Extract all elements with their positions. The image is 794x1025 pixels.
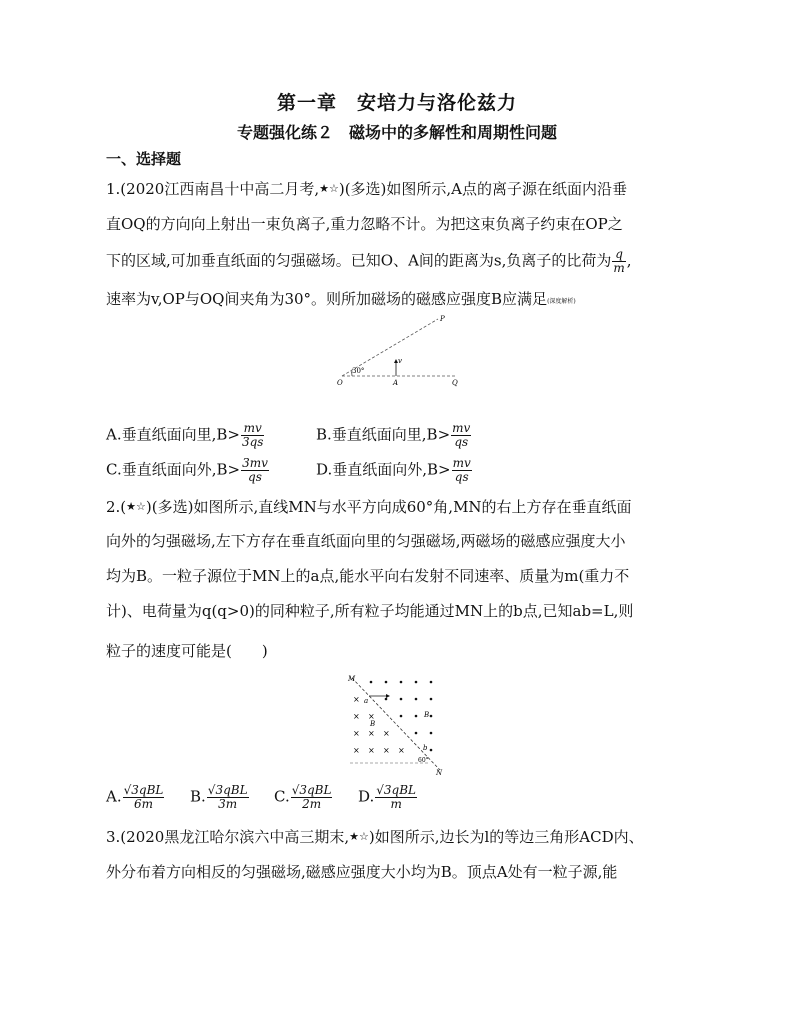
q2-line-3: 均为B。一粒子源位于MN上的a点,能水平向右发射不同速率、质量为m(重力不 — [106, 567, 630, 585]
field-out-dot — [385, 681, 388, 684]
label-q: Q — [452, 379, 458, 387]
field-in-cross: × — [368, 729, 375, 738]
field-out-dot — [400, 698, 403, 701]
field-out-dot — [415, 715, 418, 718]
label-o: O — [337, 379, 343, 387]
q2-line-1: 2.(★☆)(多选)如图所示,直线MN与水平方向成60°角,MN的右上方存在垂直纸面 — [106, 498, 632, 516]
q2-line-5: 粒子的速度可能是( ) — [106, 642, 268, 660]
difficulty-stars-icon: ★☆ — [319, 182, 339, 195]
q2-option-d[interactable]: D. $\frac{\text{√3qBL}}{m}$ — [358, 783, 417, 811]
label-v: v — [398, 357, 402, 365]
field-in-cross: × — [383, 746, 390, 755]
launch-arrow-head — [386, 694, 390, 698]
q1-line-2: 直OQ的方向向上射出一束负离子,重力忽略不计。为把这束负离子约束在OP之 — [106, 215, 623, 233]
field-in-cross: × — [368, 712, 375, 721]
field-in-cross: × — [353, 746, 360, 755]
field-in-cross: × — [383, 729, 390, 738]
worksheet-subtitle: 专题强化练２ 磁场中的多解性和周期性问题 — [236, 123, 557, 142]
label-n: N — [436, 769, 443, 777]
field-in-cross: × — [353, 712, 360, 721]
charge-mass-ratio: $\frac{q}{m}$ — [613, 247, 625, 275]
field-out-dot — [430, 732, 433, 735]
field-out-dot — [430, 681, 433, 684]
field-in-cross: × — [353, 695, 360, 704]
section-heading: 一、选择题 — [106, 150, 182, 168]
q3-line-1: 3.(2020黑龙江哈尔滨六中高三期末,★☆)如图所示,边长为l的等边三角形ACD内、 — [106, 828, 644, 846]
label-angle-30: 30° — [352, 367, 365, 375]
field-out-dot — [400, 681, 403, 684]
field-out-dot — [415, 681, 418, 684]
field-out-dot — [400, 715, 403, 718]
field-out-dot — [430, 749, 433, 752]
difficulty-stars-icon: ★☆ — [126, 500, 146, 513]
field-out-dot — [415, 698, 418, 701]
field-out-dot — [385, 698, 388, 701]
label-b-field-out: B — [424, 711, 430, 719]
q1-line-1: 1.(2020江西南昌十中高二月考,★☆)(多选)如图所示,A点的离子源在纸面内沿垂 — [106, 180, 628, 198]
field-in-cross: × — [368, 746, 375, 755]
field-out-dot — [430, 715, 433, 718]
q2-line-2: 向外的匀强磁场,左下方存在垂直纸面向里的匀强磁场,两磁场的磁感应强度大小 — [106, 532, 626, 550]
field-out-dot — [430, 698, 433, 701]
chapter-title: 第一章 安培力与洛伦兹力 — [276, 92, 517, 114]
label-b-field-in: B — [370, 720, 376, 728]
field-in-cross: × — [353, 729, 360, 738]
q2-option-b[interactable]: B. $\frac{\text{√3qBL}}{3m}$ — [190, 783, 248, 811]
difficulty-stars-icon: ★☆ — [349, 830, 369, 843]
q1-option-b[interactable]: B.垂直纸面向里,B> $\frac{mv}{qs}$ — [316, 421, 471, 449]
q2-option-c[interactable]: C. $\frac{\text{√3qBL}}{2m}$ — [274, 783, 332, 811]
q1-line-4: 速率为v,OP与OQ间夹角为30°。则所加磁场的磁感应强度B应满足(深度解析) — [106, 290, 576, 308]
field-out-dot — [370, 681, 373, 684]
field-in-cross: × — [398, 746, 405, 755]
analysis-note: (深度解析) — [547, 298, 576, 305]
q1-option-c[interactable]: C.垂直纸面向外,B> $\frac{3mv}{qs}$ — [106, 456, 268, 484]
label-p: P — [440, 315, 445, 323]
field-out-dot — [415, 732, 418, 735]
q3-line-2: 外分布着方向相反的匀强磁场,磁感应强度大小均为B。顶点A处有一粒子源,能 — [106, 863, 618, 881]
label-a: A — [393, 379, 399, 387]
q1-option-d[interactable]: D.垂直纸面向外,B> $\frac{mv}{qs}$ — [316, 456, 471, 484]
label-b: b — [423, 744, 428, 752]
label-m: M — [348, 675, 356, 683]
q1-line-3: 下的区域,可加垂直纸面的匀强磁场。已知O、A间的距离为s,负离子的比荷为 $\frac{q}{m}$ , — [106, 247, 632, 275]
q2-option-a[interactable]: A. $\frac{\text{√3qBL}}{6m}$ — [106, 783, 164, 811]
q1-option-a[interactable]: A.垂直纸面向里,B> $\frac{mv}{3qs}$ — [106, 421, 264, 449]
q1-figure — [320, 308, 480, 392]
q2-figure — [340, 672, 450, 777]
q2-line-4: 计)、电荷量为q(q>0)的同种粒子,所有粒子均能通过MN上的b点,已知ab=L,则 — [106, 602, 634, 620]
label-angle-60: 60° — [418, 757, 429, 764]
label-a: a — [364, 697, 369, 705]
